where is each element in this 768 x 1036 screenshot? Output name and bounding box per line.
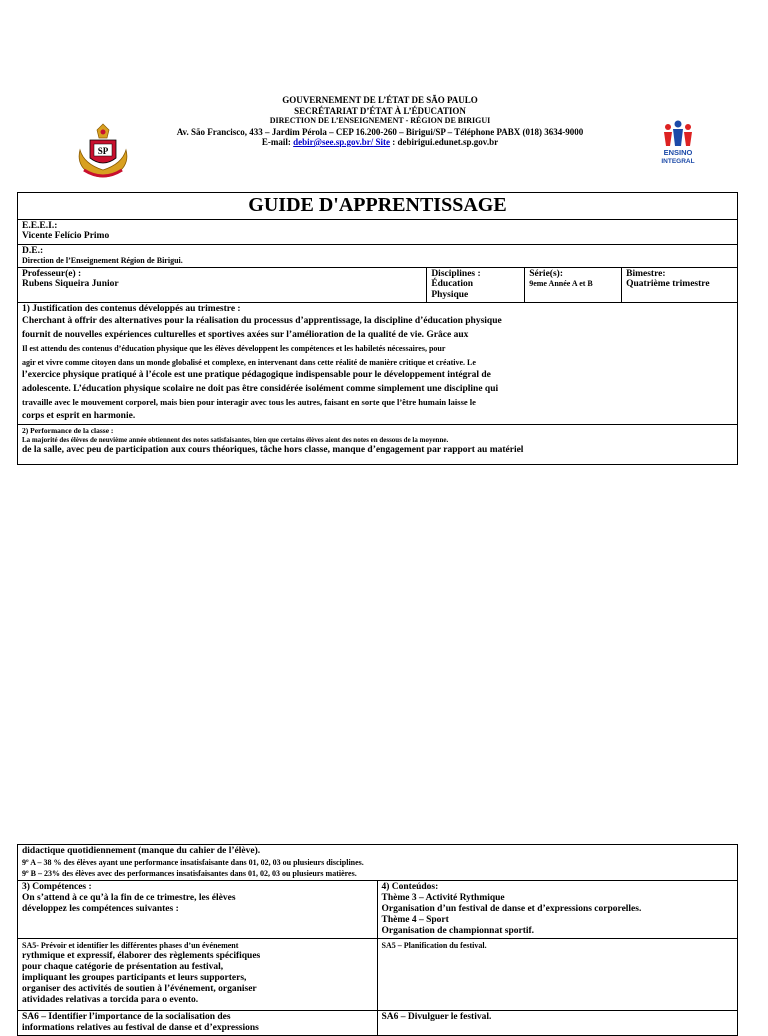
government-line: GOUVERNEMENT DE L’ÉTAT DE SÃO PAULO xyxy=(282,95,478,105)
sa6-line: informations relatives au festival de danse et d’expressions xyxy=(22,1023,259,1033)
sa6-left-cell xyxy=(18,1011,378,1036)
ensino-integral-logo-icon xyxy=(654,118,702,166)
address-line: Av. São Francisco, 433 – Jardim Pérola – CEP 16.200-260 – Birigui/SP – Téléphone PABX (018) 3634-9000 xyxy=(176,126,584,137)
competences-line: On s’attend à ce qu’à la fin de ce trimestre, les élèves xyxy=(22,893,236,903)
teacher-cell xyxy=(18,268,427,303)
sa5-line: organiser des activités de soutien à l’événement, organiser xyxy=(22,984,257,994)
series-label: Série(s): xyxy=(529,269,563,279)
series-value: 9eme Année A et B xyxy=(529,279,593,288)
email-link[interactable]: debir@see.sp.gov.br/ xyxy=(293,137,374,147)
discipline-value-2: Physique xyxy=(431,290,469,300)
sa5-right-cell xyxy=(377,939,738,1011)
continuation-line: didactique quotidiennement (manque du cahier de l’élève). xyxy=(22,846,261,856)
sa5-line: SA5- Prévoir et identifier les différentes phases d’un événement xyxy=(22,941,239,950)
competences-cell xyxy=(18,881,378,939)
contenus-label: 4) Conteúdos: xyxy=(381,882,439,892)
justification-line: corps et esprit en harmonie. xyxy=(22,410,136,421)
sa5-right-text: SA5 – Planification du festival. xyxy=(381,941,487,950)
bimestre-cell xyxy=(622,268,738,303)
competences-line: développez les compétences suivantes : xyxy=(22,904,179,914)
guide-title: GUIDE D'APPRENTISSAGE xyxy=(18,193,738,220)
header-text xyxy=(150,95,610,148)
sa6-line: SA6 – Identifier l’importance de la socialisation des xyxy=(22,1012,231,1022)
justification-line: agir et vivre comme citoyen dans un monde globalisé et complexe, en intervenant dans cette réalité de manière critique et créative. Le xyxy=(22,357,476,367)
sa5-line: impliquant les groupes participants et leurs supporters, xyxy=(22,973,247,983)
site-value: : debirigui.edunet.sp.gov.br xyxy=(390,137,499,147)
teacher-label: Professeur(e) : xyxy=(22,269,82,279)
sa6-right-cell xyxy=(377,1011,738,1036)
svg-text:ENSINO: ENSINO xyxy=(663,148,693,157)
performance-cell xyxy=(18,425,738,465)
bimestre-value: Quatrième trimestre xyxy=(626,279,710,289)
continuation-cell xyxy=(18,845,738,881)
sa5-left-cell xyxy=(18,939,378,1011)
competences-label: 3) Compétences : xyxy=(22,882,92,892)
svg-text:SP: SP xyxy=(97,146,109,156)
sa5-line: rythmique et expressif, élaborer des règlements spécifiques xyxy=(22,951,261,961)
justification-label: 1) Justification des contenus développés au trimestre : xyxy=(22,304,241,314)
document-header xyxy=(0,92,768,182)
email-label: E-mail: xyxy=(261,137,294,147)
theme-4-title: Thème 4 – Sport xyxy=(381,915,449,925)
sao-paulo-coat-of-arms-icon xyxy=(76,120,130,180)
justification-line: Cherchant à offrir des alternatives pour la réalisation du processus d’apprentissage, la discipline d’éducation physique xyxy=(22,316,502,326)
school-cell xyxy=(18,220,738,245)
discipline-label: Disciplines : xyxy=(431,269,481,279)
site-label[interactable]: Site xyxy=(373,137,391,147)
direction-line: DIRECTION DE L’ENSEIGNEMENT - RÉGION DE BIRIGUI xyxy=(269,116,491,125)
teacher-value: Rubens Siqueira Junior xyxy=(22,279,119,289)
performance-line: La majorité des élèves de neuvième année obtiennent des notes satisfaisantes, bien que certains élèves aient des notes en dessous de la moyenne. xyxy=(22,436,449,444)
contact-line xyxy=(150,137,610,148)
de-value: Direction de l’Enseignement Région de Birigui. xyxy=(22,256,183,265)
school-label: E.E.E.I.: xyxy=(22,221,58,231)
justification-cell xyxy=(18,303,738,425)
guide-top-table xyxy=(17,192,738,465)
bimestre-label: Bimestre: xyxy=(626,269,666,279)
de-label: D.E.: xyxy=(22,246,44,256)
svg-text:INTEGRAL: INTEGRAL xyxy=(661,158,695,165)
justification-line: travaille avec le mouvement corporel, mais bien pour interagir avec tous les autres, faisant en sorte que l’être humain laisse le xyxy=(22,397,476,407)
sa6-right-text: SA6 – Divulguer le festival. xyxy=(381,1012,492,1022)
school-value: Vicente Felício Primo xyxy=(22,231,110,241)
theme-3-desc: Organisation d’un festival de danse et d’expressions corporelles. xyxy=(381,904,642,914)
theme-3-title: Thème 3 – Activité Rythmique xyxy=(381,893,505,903)
performance-label: 2) Performance de la classe : xyxy=(22,426,114,435)
justification-line: fournit de nouvelles expériences culturelles et sportives axées sur l’amélioration de la qualité de vie. Grâce aux xyxy=(22,329,469,340)
justification-line: l’exercice physique pratiqué à l’école est une pratique pédagogique indispensable pour le développement intégral de xyxy=(22,370,491,380)
guide-bottom-table xyxy=(17,844,738,1036)
sa5-line: atividades relativas a torcida para o evento. xyxy=(22,995,199,1005)
secretariat-line: SECRÉTARIAT D’ÉTAT À L’ÉDUCATION xyxy=(294,105,466,116)
continuation-line: 9º B – 23% des élèves avec des performances insatisfaisantes dans 01, 02, 03 ou plusieurs matières. xyxy=(22,869,357,878)
justification-line: adolescente. L’éducation physique scolaire ne doit pas être considérée isolément comme simplement une discipline qui xyxy=(22,383,499,394)
justification-line: Il est attendu des contenus d’éducation physique que les élèves développent les compétences et les habiletés nécessaires, pour xyxy=(22,344,446,353)
performance-line: de la salle, avec peu de participation aux cours théoriques, tâche hors classe, manque d’engagement par rapport au matériel xyxy=(22,445,524,455)
discipline-cell xyxy=(427,268,525,303)
de-cell xyxy=(18,245,738,268)
sa5-line: pour chaque catégorie de présentation au festival, xyxy=(22,962,224,972)
continuation-line: 9º A – 38 % des élèves ayant une performance insatisfaisante dans 01, 02, 03 ou plusieurs disciplines. xyxy=(22,858,364,867)
contenus-cell xyxy=(377,881,738,939)
discipline-value-1: Éducation xyxy=(431,279,474,289)
theme-4-desc: Organisation de championnat sportif. xyxy=(381,926,535,936)
series-cell xyxy=(525,268,622,303)
